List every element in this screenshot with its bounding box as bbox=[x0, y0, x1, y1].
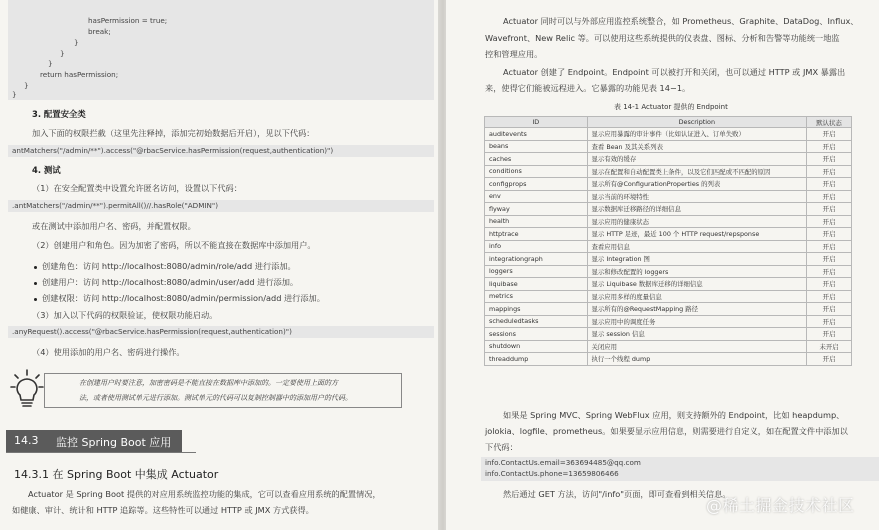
endpoint-status-cell: 开启 bbox=[807, 165, 852, 178]
endpoint-description-cell: 显示 HTTP 足迹，最近 100 个 HTTP request/repsponse bbox=[587, 228, 807, 241]
bullet-create-role: 创建角色：访问 http://localhost:8080/admin/role/add 进行添加。 bbox=[42, 261, 296, 271]
code-info-config: info.ContactUs.email=363694485@qq.com info.ContactUs.phone=13659806466 bbox=[481, 457, 879, 481]
table-row bbox=[485, 128, 852, 141]
table-row bbox=[485, 190, 852, 203]
para-line: 如健康、审计、统计和 HTTP 追踪等。这些特性可以通过 HTTP 或 JMX 方式获得。 bbox=[12, 505, 314, 515]
endpoint-id-cell: health bbox=[485, 215, 588, 228]
endpoint-id-cell: caches bbox=[485, 153, 588, 166]
endpoint-description-cell: 显示应用暴露的审计事件（比如认证进入、订单失败） bbox=[587, 128, 807, 141]
right-page bbox=[446, 0, 879, 530]
table-row bbox=[485, 340, 852, 353]
section-title: 监控 Spring Boot 应用 bbox=[56, 436, 172, 449]
header-description: Description bbox=[587, 117, 807, 128]
endpoint-status-cell: 开启 bbox=[807, 190, 852, 203]
bullet-dot bbox=[34, 298, 37, 301]
endpoint-status-cell: 开启 bbox=[807, 328, 852, 341]
endpoint-id-cell: env bbox=[485, 190, 588, 203]
endpoint-status-cell: 未开启 bbox=[807, 340, 852, 353]
tip-box bbox=[44, 373, 402, 408]
table-row bbox=[485, 203, 852, 216]
endpoint-status-cell: 开启 bbox=[807, 290, 852, 303]
endpoint-status-cell: 开启 bbox=[807, 203, 852, 216]
endpoint-description-cell: 显示应用中的调度任务 bbox=[587, 315, 807, 328]
code-line: } bbox=[24, 81, 29, 90]
step4-item4: （4）使用添加的用户名、密码进行操作。 bbox=[32, 347, 185, 357]
endpoint-status-cell: 开启 bbox=[807, 140, 852, 153]
endpoint-status-cell: 开启 bbox=[807, 215, 852, 228]
endpoint-description-cell: 显示当前的环境特性 bbox=[587, 190, 807, 203]
endpoint-id-cell: flyway bbox=[485, 203, 588, 216]
springmvc-line: 如果是 Spring MVC、Spring WebFlux 应用，则支持额外的 Endpoint，比如 heapdump、 bbox=[503, 410, 845, 420]
table-row bbox=[485, 278, 852, 291]
endpoint-description-cell: 关闭应用 bbox=[587, 340, 807, 353]
table-row bbox=[485, 253, 852, 266]
tip-line: 在创建用户时要注意，加密密码是不能直接在数据库中添加的。一定要使用上面的方 bbox=[79, 379, 338, 387]
section-heading-bar bbox=[6, 430, 182, 452]
table-row bbox=[485, 178, 852, 191]
endpoint-description-cell: 显示 session 信息 bbox=[587, 328, 807, 341]
endpoint-id-cell: auditevents bbox=[485, 128, 588, 141]
endpoint-status-cell: 开启 bbox=[807, 278, 852, 291]
step4-item1: （1）在安全配置类中设置允许匿名访问，设置以下代码： bbox=[32, 183, 242, 193]
intro-line: 控和管理应用。 bbox=[485, 49, 543, 59]
code-block-top bbox=[8, 0, 434, 100]
table-row bbox=[485, 315, 852, 328]
code-antmatchers-access: antMatchers("/admin/**").access("@rbacService.hasPermission(request,authentication)") bbox=[8, 145, 434, 157]
endpoint-status-cell: 开启 bbox=[807, 315, 852, 328]
endpoint-id-cell: shutdown bbox=[485, 340, 588, 353]
endpoint-line: Actuator 创建了 Endpoint。Endpoint 可以被打开和关闭，也可以通过 HTTP 或 JMX 暴露出 bbox=[503, 67, 846, 77]
code-antmatchers-permitall: .antMatchers("/admin/**").permitAll()//.hasRole("ADMIN") bbox=[8, 200, 434, 212]
endpoint-table bbox=[484, 116, 852, 366]
code-line: } bbox=[48, 59, 53, 68]
endpoint-status-cell: 开启 bbox=[807, 240, 852, 253]
springmvc-line: 下代码： bbox=[485, 442, 518, 452]
table-row bbox=[485, 240, 852, 253]
endpoint-status-cell: 开启 bbox=[807, 303, 852, 316]
tip-line: 法，或者使用测试单元进行添加。测试单元的代码可以复制控制器中的添加用户的代码。 bbox=[79, 394, 352, 402]
endpoint-id-cell: liquibase bbox=[485, 278, 588, 291]
endpoint-description-cell: 显示所有@ConfigurationProperties 的列表 bbox=[587, 178, 807, 191]
springmvc-line: jolokia、logfile、prometheus。如果要显示应用信息，则需要进行自定义，如在配置文件中添加以 bbox=[485, 426, 848, 436]
endpoint-line: 来，使得它们能被远程进入。它暴露的功能见表 14−1。 bbox=[485, 83, 691, 93]
table-row bbox=[485, 290, 852, 303]
bullet-dot bbox=[34, 266, 37, 269]
code-line: } bbox=[74, 38, 79, 47]
endpoint-status-cell: 开启 bbox=[807, 353, 852, 366]
endpoint-id-cell: beans bbox=[485, 140, 588, 153]
endpoint-id-cell: threaddump bbox=[485, 353, 588, 366]
endpoint-status-cell: 开启 bbox=[807, 178, 852, 191]
table-header-row bbox=[485, 117, 852, 128]
endpoint-description-cell: 显示应用的健康状态 bbox=[587, 215, 807, 228]
endpoint-description-cell: 显示 Liquibase 数据库迁移的详细信息 bbox=[587, 278, 807, 291]
code-anyrequest: .anyRequest().access("@rbacService.hasPermission(request,authentication)") bbox=[8, 326, 434, 338]
step3-heading: 3. 配置安全类 bbox=[32, 109, 86, 119]
endpoint-id-cell: metrics bbox=[485, 290, 588, 303]
endpoint-description-cell: 显示所有的@RequestMapping 路径 bbox=[587, 303, 807, 316]
table-row bbox=[485, 153, 852, 166]
endpoint-description-cell: 显示应用多样的度量信息 bbox=[587, 290, 807, 303]
step4-heading: 4. 测试 bbox=[32, 165, 61, 175]
header-default-status: 默认状态 bbox=[807, 117, 852, 128]
bullet-dot bbox=[34, 282, 37, 285]
intro-line: Actuator 同时可以与外部应用监控系统整合，如 Prometheus、Graphite、DataDog、Influx、 bbox=[503, 16, 859, 26]
subsection-title: 14.3.1 在 Spring Boot 中集成 Actuator bbox=[14, 468, 219, 481]
endpoint-status-cell: 开启 bbox=[807, 153, 852, 166]
endpoint-description-cell: 显示有效的缓存 bbox=[587, 153, 807, 166]
bullet-create-permission: 创建权限：访问 http://localhost:8080/admin/permission/add 进行添加。 bbox=[42, 293, 325, 303]
endpoint-id-cell: scheduledtasks bbox=[485, 315, 588, 328]
endpoint-description-cell: 显示 Integration 图 bbox=[587, 253, 807, 266]
table-row bbox=[485, 228, 852, 241]
endpoint-id-cell: httptrace bbox=[485, 228, 588, 241]
table-row bbox=[485, 328, 852, 341]
table-caption: 表 14-1 Actuator 提供的 Endpoint bbox=[614, 103, 728, 111]
code-line: return hasPermission; bbox=[40, 70, 119, 79]
code-line: } bbox=[60, 49, 65, 58]
code-line: } bbox=[12, 90, 17, 99]
step3-text: 加入下面的权限拦截（这里先注释掉，添加完初始数据后开启），见以下代码： bbox=[32, 128, 315, 138]
step4-item2: （2）创建用户和角色。因为加密了密码，所以不能直接在数据库中添加用户。 bbox=[32, 240, 316, 250]
endpoint-status-cell: 开启 bbox=[807, 228, 852, 241]
endpoint-description-cell: 查看 Bean 及其关系列表 bbox=[587, 140, 807, 153]
step4-item1b: 或在测试中添加用户名、密码，并配置权限。 bbox=[32, 221, 196, 231]
table-row bbox=[485, 165, 852, 178]
endpoint-status-cell: 开启 bbox=[807, 253, 852, 266]
bullet-create-user: 创建用户：访问 http://localhost:8080/admin/user/add 进行添加。 bbox=[42, 277, 299, 287]
table-row bbox=[485, 215, 852, 228]
endpoint-id-cell: configprops bbox=[485, 178, 588, 191]
code-line: hasPermission = true; bbox=[88, 16, 168, 25]
section-number: 14.3 bbox=[14, 434, 39, 447]
endpoint-id-cell: conditions bbox=[485, 165, 588, 178]
endpoint-description-cell: 显示和修改配置的 loggers bbox=[587, 265, 807, 278]
endpoint-status-cell: 开启 bbox=[807, 265, 852, 278]
endpoint-description-cell: 显示在配置和自动配置类上条件，以及它们匹配或不匹配的原因 bbox=[587, 165, 807, 178]
endpoint-id-cell: mappings bbox=[485, 303, 588, 316]
table-row bbox=[485, 353, 852, 366]
para-line: Actuator 是 Spring Boot 提供的对应用系统监控功能的集成，它可以查看应用系统的配置情况， bbox=[28, 489, 381, 499]
table-row bbox=[485, 303, 852, 316]
endpoint-description-cell: 显示数据库迁移路径的详细信息 bbox=[587, 203, 807, 216]
endpoint-id-cell: sessions bbox=[485, 328, 588, 341]
header-id: ID bbox=[485, 117, 588, 128]
last-line: 然后通过 GET 方法，访问"/info"页面，即可查看到相关信息。 bbox=[503, 489, 731, 499]
table-row bbox=[485, 265, 852, 278]
intro-line: Wavefront、New Relic 等。可以使用这些系统提供的仪表盘、图标、分析和告警等功能统一地监 bbox=[485, 33, 840, 43]
lightbulb-icon bbox=[10, 368, 44, 414]
section-underline bbox=[6, 452, 196, 453]
endpoint-id-cell: loggers bbox=[485, 265, 588, 278]
step4-item3: （3）加入以下代码的权限验证，使权限功能启动。 bbox=[32, 310, 218, 320]
endpoint-id-cell: integrationgraph bbox=[485, 253, 588, 266]
watermark: @稀土掘金技术社区 bbox=[706, 496, 855, 515]
table-row bbox=[485, 140, 852, 153]
endpoint-status-cell: 开启 bbox=[807, 128, 852, 141]
endpoint-description-cell: 执行一个线程 dump bbox=[587, 353, 807, 366]
code-line: break; bbox=[88, 27, 111, 36]
endpoint-description-cell: 查看应用信息 bbox=[587, 240, 807, 253]
endpoint-id-cell: info bbox=[485, 240, 588, 253]
